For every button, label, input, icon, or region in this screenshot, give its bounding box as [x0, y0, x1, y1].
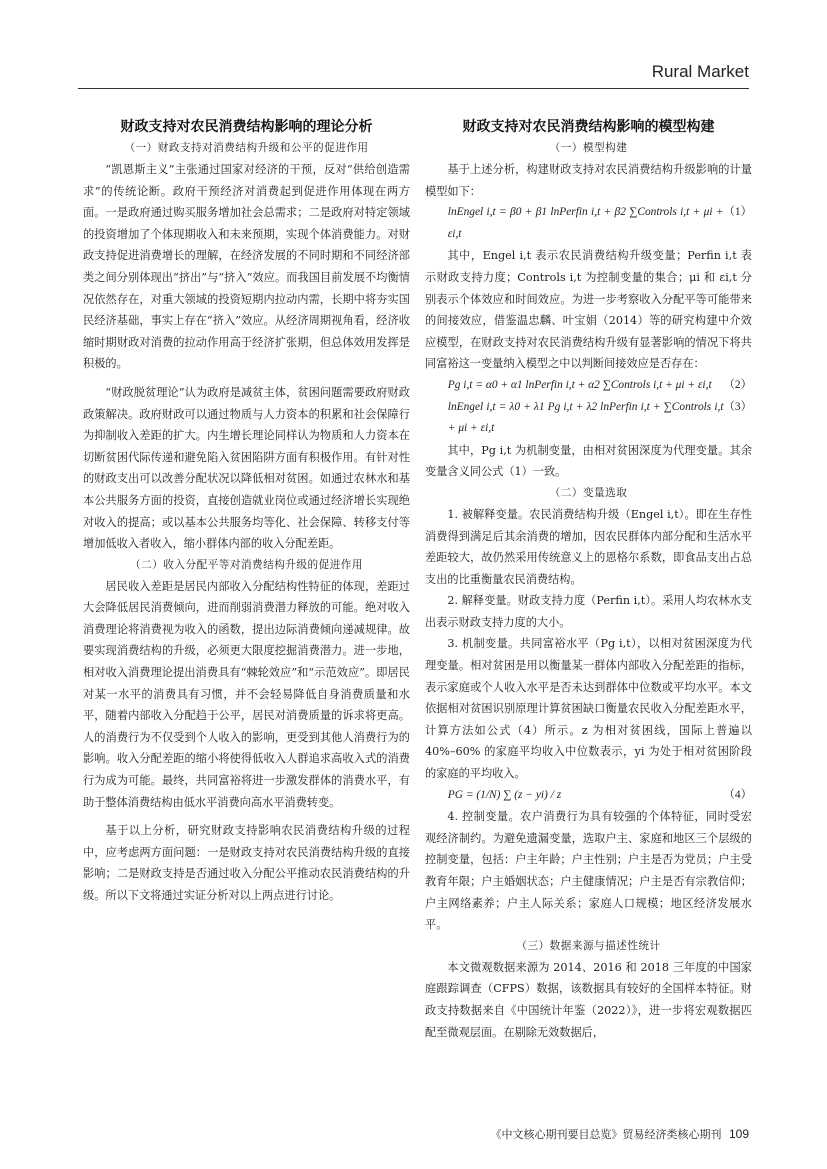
- equation-number: （1）: [723, 206, 752, 219]
- paragraph: 基于以上分析，研究财政支持影响农民消费结构升级的过程中，应考虑两方面问题：一是财政支持对农民消费结构升级的直接影响；二是财政支持是否通过收入分配公平推动农民消费结构的升级。所以下文将通过实证分析对以上两点进行讨论。: [83, 824, 410, 902]
- paragraph: 1. 被解释变量。农民消费结构升级（Engel i,t）。即在生存性消费得到满足后其余消费的增加，因农民群体内部分配和生活水平差距较大，故仍然采用传统意义上的恩格尔系数，即食品支出占总支出的比重衡量农民消费结构。: [425, 507, 752, 586]
- journal-brand: Rural Market: [651, 62, 749, 81]
- equation-text: PG = (1/N) ∑ (z − yi) / z: [447, 788, 562, 801]
- subsection-title-2: （二）变量选取: [549, 486, 628, 499]
- section-title-model: 财政支持对农民消费结构影响的模型构建: [462, 119, 715, 135]
- section-title-theory: 财政支持对农民消费结构影响的理论分析: [120, 119, 373, 135]
- subsection-title-1: （一）财政支持对消费结构升级和公平的促进作用: [124, 142, 369, 154]
- paragraph: “财政脱贫理论”认为政府是减贫主体，贫困问题需要政府财政政策解决。政府财政可以通过物质与人力资本的积累和社会保障行为抑制收入差距的扩大。内生增长理论同样认为物质和人力资本在切断贫困代际传递和避免陷入贫困陷阱方面有积极作用。有针对性的财政支出可以改善分配状况以降低相对贫困。如通过农林水和基本公共服务方面的投资，直接创造就业岗位或通过经济增长实现绝对收入的提高；或以基本公共服务均等化、社会保障、转移支付等增加低收入者收入，缩小群体内部的收入分配差距。: [83, 385, 410, 551]
- equation-text: lnEngel i,t = β0 + β1 lnPerfin i,t + β2 ∑Controls i,t + μi + εi,t: [447, 206, 724, 240]
- footer-journal: 《中文核心期刊要目总览》贸易经济类核心期刊: [490, 1128, 722, 1141]
- equation-number: （3）: [723, 400, 752, 413]
- paragraph: 基于上述分析，构建财政支持对农民消费结构升级影响的计量模型如下：: [425, 163, 752, 198]
- subsection-title-2: （二）收入分配平等对消费结构升级的促进作用: [130, 558, 363, 571]
- paragraph: 本文微观数据来源为 2014、2016 和 2018 三年度的中国家庭跟踪调查（CFPS）数据，该数据具有较好的全国样本特征。财政支持数据来自《中国统计年鉴（2022）》，进一步将宏观数据匹配至微观层面。在剔除无效数据后，: [425, 960, 752, 1039]
- equation-text: Pg i,t = α0 + α1 lnPerfin i,t + α2 ∑Controls i,t + μi + εi,t: [447, 378, 712, 391]
- equation-text: lnEngel i,t = λ0 + λ1 Pg i,t + λ2 lnPerfin i,t + ∑Controls i,t + μi + εi,t: [447, 400, 724, 435]
- left-column: [83, 116, 410, 907]
- paragraph: 其中，Engel i,t 表示农民消费结构升级变量；Perfin i,t 表示财政支持力度；Controls i,t 为控制变量的集合；μi 和 εi,t 分别表示个体效应和时间效应。为进一步考察收入分配平等可能带来的间接效应，借鉴温忠麟、叶宝娟（2014）等的研究构建中介效应模型，在财政支持对农民消费结构升级有显著影响的情况下将共同富裕这一变量纳入模型之中以判断间接效应是否存在：: [425, 249, 752, 371]
- header-rule: [78, 88, 749, 89]
- equation-number: （2）: [723, 378, 752, 391]
- equation-4: [425, 785, 752, 807]
- paragraph: “凯恩斯主义”主张通过国家对经济的干预，反对“供给创造需求”的传统论断。政府干预经济对消费起到促进作用体现在两方面。一是政府通过购买服务增加社会总需求；二是政府对特定领域的投资增加了个体现期收入和未来预期，实现个体消费能力。对财政支持促进消费增长的理解，在经济发展的不同时期和不同经济部类之间分别体现出“挤出”与“挤入”效应。而我国目前发展不均衡情况依然存在，对重大领域的投资短期内拉动内需，长期中将夯实国民经济基础，事实上存在“挤入”效应。从经济周期视角看，经济收缩时期财政对消费的拉动作用高于经济扩张期，但总体效用发挥是积极的。: [83, 163, 410, 371]
- paragraph: 2. 解释变量。财政支持力度（Perfin i,t）。采用人均农林水支出表示财政支持力度的大小。: [425, 594, 752, 629]
- page-number: 109: [728, 1127, 749, 1141]
- paragraph: 4. 控制变量。农户消费行为具有较强的个体特征，同时受宏观经济制约。为避免遗漏变量，选取户主、家庭和地区三个层级的控制变量，包括：户主年龄；户主性别；户主是否为党员；户主受教育年限；户主婚姻状态；户主健康情况；户主是否有宗教信仰；户主网络素养；户主人际关系；家庭人口规模；地区经济发展水平。: [425, 810, 752, 932]
- right-column: [425, 116, 752, 1043]
- subsection-title-1: （一）模型构建: [549, 142, 628, 154]
- paragraph: 3. 机制变量。共同富裕水平（Pg i,t），以相对贫困深度为代理变量。相对贫困是用以衡量某一群体内部收入分配差距的指标，表示家庭或个人收入水平是否未达到群体中位数或平均水平。本文依据相对贫困识别原理计算贫困缺口衡量农民收入分配差距水平，计算方法如公式（4）所示。z 为相对贫困线，国际上普遍以 40%–60% 的家庭平均收入中位数表示，yi 为处于相对贫困阶段的家庭的平均收入。: [425, 637, 752, 781]
- equation-2: [425, 375, 752, 397]
- paragraph: 其中，Pg i,t 为机制变量，由相对贫困深度为代理变量。其余变量含义同公式（1）一致。: [425, 443, 752, 479]
- equation-number: （4）: [723, 788, 752, 801]
- subsection-title-3: （三）数据来源与描述性统计: [516, 939, 661, 952]
- paragraph: 居民收入差距是居民内部收入分配结构性特征的体现，差距过大会降低居民消费倾向，进而削弱消费潜力释放的可能。绝对收入消费理论将消费视为收入的函数，提出边际消费倾向递减规律。故要实现消费结构的升级，必须更大限度挖掘消费潜力。进一步地，相对收入消费理论提出消费具有“棘轮效应”和“示范效应”。即居民对某一水平的消费具有习惯，并不会轻易降低自身消费质量和水平，随着内部收入分配趋于公平，居民对消费质量的诉求将更高。人的消费行为不仅受到个人收入的影响，更受到其他人消费行为的影响。收入分配差距的缩小将使得低收入人群追求高收入式的消费行为成为可能。最终，共同富裕将进一步激发群体的消费水平，有助于整体消费结构由低水平消费向高水平消费转变。: [83, 579, 410, 809]
- page-footer: [490, 1126, 749, 1142]
- equation-3: [425, 397, 752, 440]
- equation-1: [425, 202, 752, 245]
